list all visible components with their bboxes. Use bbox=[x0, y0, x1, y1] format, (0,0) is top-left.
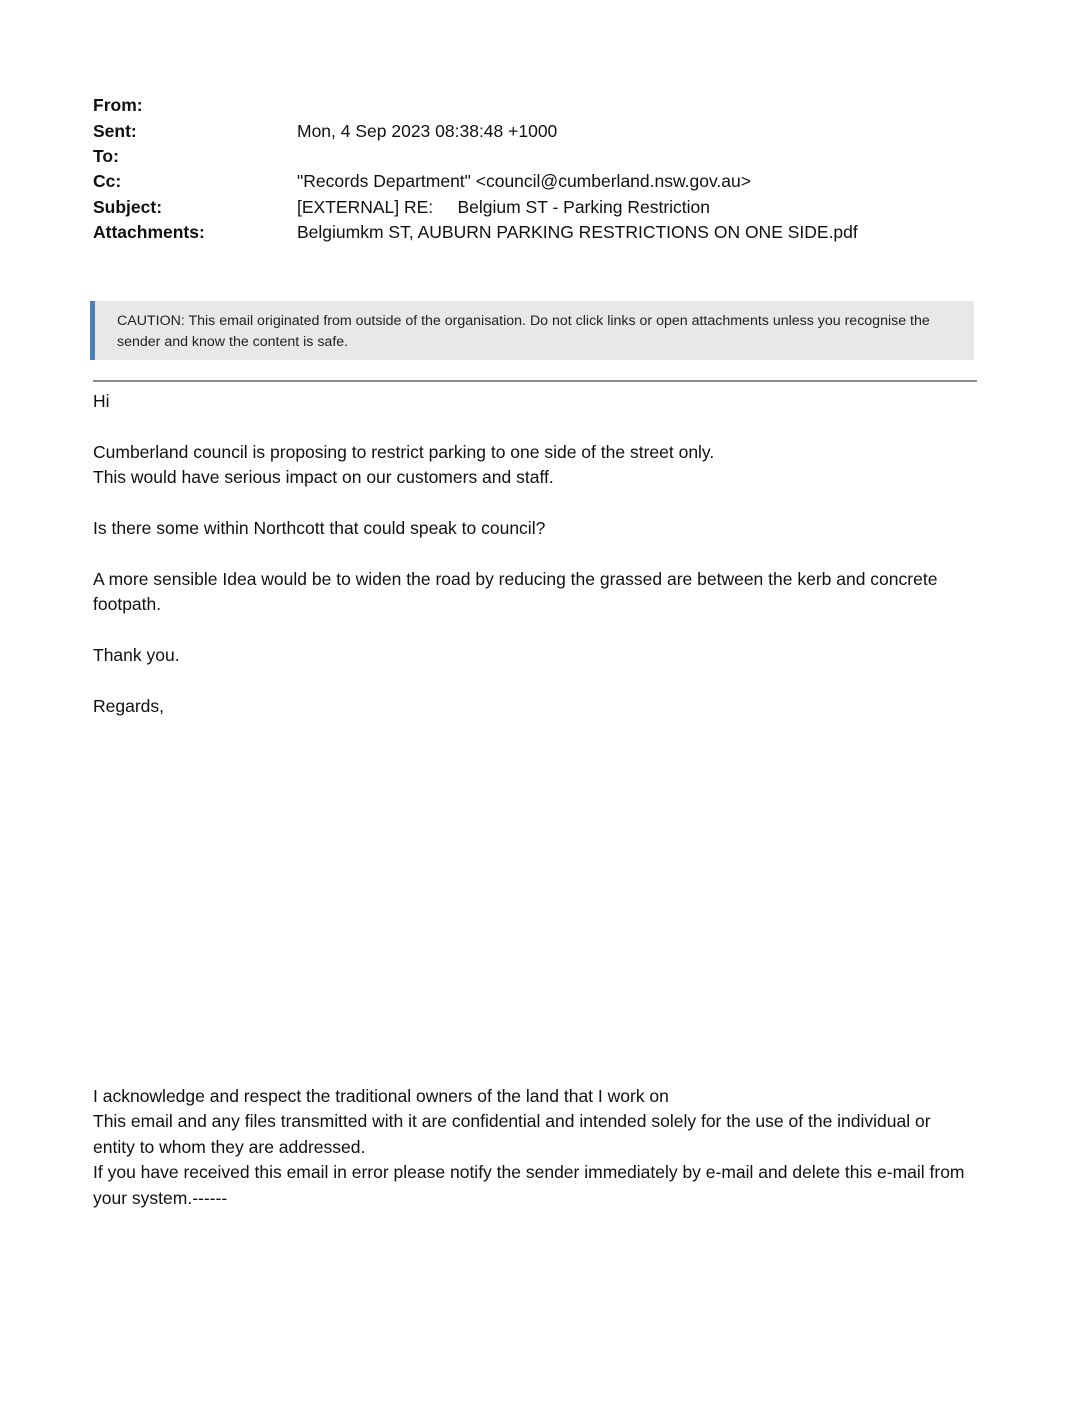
greeting-text: Hi bbox=[93, 391, 110, 411]
email-paragraph-1 bbox=[93, 440, 973, 491]
to-label: To: bbox=[93, 145, 119, 166]
attachments-row bbox=[93, 220, 993, 245]
subject-row bbox=[93, 195, 993, 220]
email-paragraph-2 bbox=[93, 516, 973, 541]
cc-row bbox=[93, 169, 993, 194]
email-thanks bbox=[93, 643, 973, 668]
confidentiality-text: This email and any files transmitted with it are confidential and intended solely for the use of the individual or entity to whom they are addressed. bbox=[93, 1111, 931, 1157]
subject-label: Subject: bbox=[93, 196, 163, 217]
paragraph-1-line-2: This would have serious impact on our customers and staff. bbox=[93, 467, 554, 488]
cc-value: "Records Department" <council@cumberland.nsw.gov.au> bbox=[297, 171, 751, 192]
cc-label: Cc: bbox=[93, 171, 122, 192]
from-label: From: bbox=[93, 95, 143, 116]
paragraph-1-line-1: Cumberland council is proposing to restrict parking to one side of the street only. bbox=[93, 442, 715, 462]
email-paragraph-3 bbox=[93, 567, 973, 618]
attachments-label: Attachments: bbox=[93, 222, 205, 243]
acknowledgement-text: I acknowledge and respect the traditional owners of the land that I work on bbox=[93, 1086, 669, 1106]
sent-row bbox=[93, 118, 993, 143]
email-greeting bbox=[93, 389, 973, 414]
error-notice-text: If you have received this email in error please notify the sender immediately by e-mail and delete this e-mail from your system.------ bbox=[93, 1162, 965, 1208]
paragraph-2-text: Is there some within Northcott that could speak to council? bbox=[93, 518, 546, 538]
paragraph-3-text: A more sensible Idea would be to widen the road by reducing the grassed are between the kerb and concrete footpath. bbox=[93, 569, 938, 615]
header-divider bbox=[93, 380, 977, 382]
caution-banner bbox=[90, 301, 974, 360]
sent-label: Sent: bbox=[93, 120, 137, 141]
regards-text: Regards, bbox=[93, 696, 165, 716]
to-row bbox=[93, 144, 993, 169]
email-footer bbox=[93, 1084, 973, 1211]
thanks-text: Thank you. bbox=[93, 645, 180, 665]
email-signoff bbox=[93, 694, 973, 719]
caution-text: CAUTION: This email originated from outside of the organisation. Do not click links or open attachments unless you recognise the sender and know the content is safe. bbox=[117, 313, 930, 350]
sent-value: Mon, 4 Sep 2023 08:38:48 +1000 bbox=[297, 120, 558, 141]
subject-value: [EXTERNAL] RE: Belgium ST - Parking Restriction bbox=[297, 196, 711, 217]
email-header bbox=[93, 93, 993, 245]
from-row bbox=[93, 93, 993, 118]
attachment-link[interactable]: Belgiumkm ST, AUBURN PARKING RESTRICTIONS ON ONE SIDE.pdf bbox=[297, 222, 858, 243]
